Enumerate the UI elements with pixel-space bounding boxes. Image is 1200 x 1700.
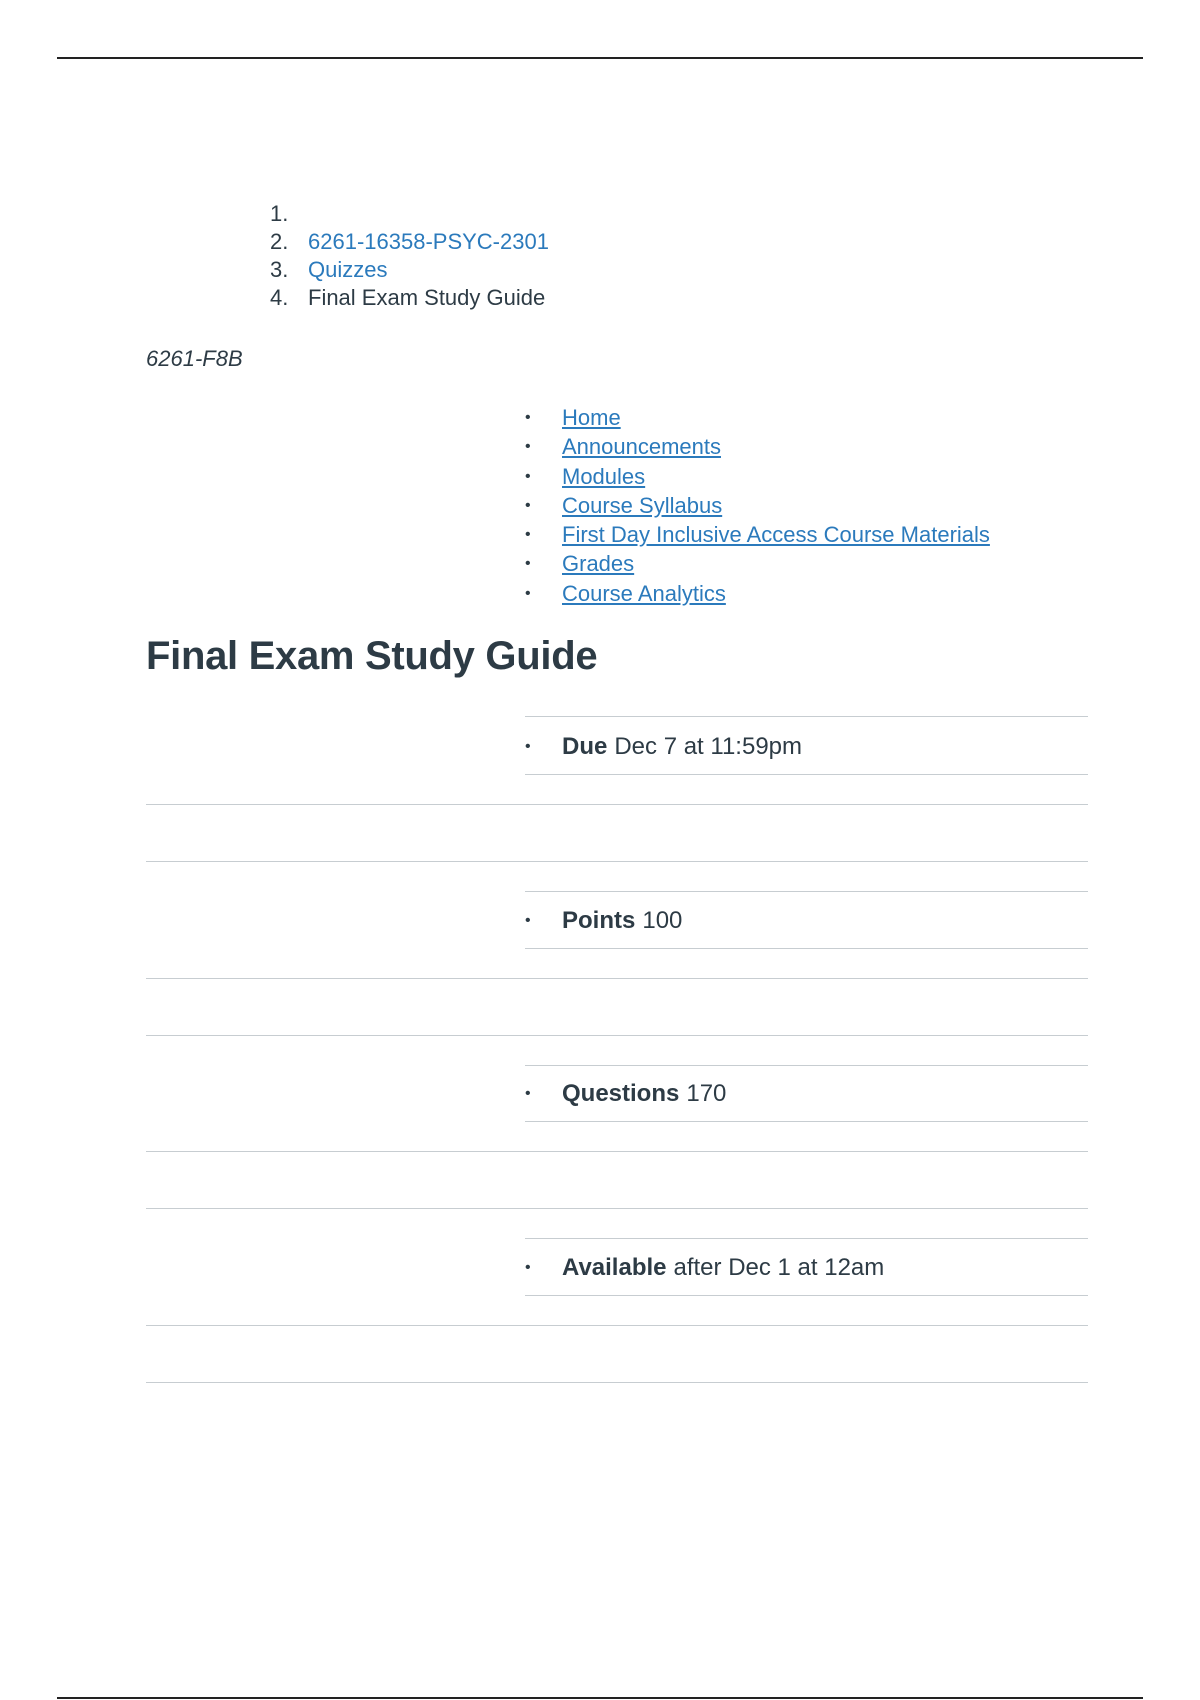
detail-value: after Dec 1 at 12am bbox=[673, 1254, 885, 1281]
nav-link-analytics[interactable]: Course Analytics bbox=[562, 580, 726, 606]
bullet-icon: • bbox=[525, 555, 531, 573]
breadcrumb-item bbox=[270, 284, 549, 312]
breadcrumb-course-link[interactable]: 6261-16358-PSYC-2301 bbox=[308, 229, 549, 254]
nav-link-home[interactable]: Home bbox=[562, 405, 621, 430]
breadcrumb-number: 2. bbox=[270, 229, 289, 254]
divider bbox=[525, 1238, 1088, 1239]
detail-value: 100 bbox=[642, 907, 683, 934]
breadcrumb-item bbox=[270, 256, 549, 284]
divider bbox=[146, 804, 1088, 805]
course-code: 6261-F8B bbox=[146, 346, 243, 371]
nav-item-home bbox=[525, 403, 990, 432]
nav-item-analytics bbox=[525, 579, 990, 608]
page-title: Final Exam Study Guide bbox=[146, 634, 598, 678]
detail-value: Dec 7 at 11:59pm bbox=[614, 733, 803, 760]
detail-value: 170 bbox=[686, 1080, 727, 1107]
breadcrumb-number: 4. bbox=[270, 285, 289, 310]
nav-link-syllabus[interactable]: Course Syllabus bbox=[562, 492, 723, 518]
detail-label: Points bbox=[562, 907, 636, 934]
nav-item-syllabus bbox=[525, 491, 990, 520]
detail-label: Due bbox=[562, 733, 608, 760]
divider bbox=[525, 1121, 1088, 1122]
breadcrumb-item bbox=[270, 228, 549, 256]
nav-item-course-materials bbox=[525, 520, 990, 549]
detail-label: Available bbox=[562, 1254, 667, 1281]
bullet-icon: • bbox=[525, 409, 531, 426]
bullet-icon: • bbox=[525, 912, 531, 929]
bullet-icon: • bbox=[525, 738, 531, 755]
divider bbox=[525, 948, 1088, 949]
divider bbox=[525, 774, 1088, 775]
divider bbox=[146, 978, 1088, 979]
divider bbox=[525, 1065, 1088, 1066]
nav-link-announcements[interactable]: Announcements bbox=[562, 434, 721, 460]
bullet-icon: • bbox=[525, 584, 531, 602]
bullet-icon: • bbox=[525, 467, 531, 485]
divider bbox=[146, 1151, 1088, 1152]
nav-link-modules[interactable]: Modules bbox=[562, 463, 646, 489]
nav-item-modules bbox=[525, 462, 990, 491]
divider bbox=[525, 716, 1088, 717]
course-navigation bbox=[525, 403, 990, 608]
nav-item-grades bbox=[525, 549, 990, 578]
divider bbox=[146, 1382, 1088, 1383]
breadcrumb-quizzes-link[interactable]: Quizzes bbox=[308, 257, 388, 282]
divider bbox=[146, 1325, 1088, 1326]
nav-link-grades[interactable]: Grades bbox=[562, 551, 635, 577]
breadcrumb-number: 1. bbox=[270, 201, 289, 226]
page-bottom-rule bbox=[57, 1697, 1143, 1699]
detail-points bbox=[525, 905, 682, 937]
bullet-icon: • bbox=[525, 438, 531, 456]
nav-item-announcements bbox=[525, 432, 990, 461]
detail-available bbox=[525, 1252, 884, 1284]
breadcrumb-number: 3. bbox=[270, 257, 289, 282]
divider bbox=[525, 891, 1088, 892]
bullet-icon: • bbox=[525, 1085, 531, 1102]
breadcrumb bbox=[270, 200, 549, 312]
bullet-icon: • bbox=[525, 1259, 531, 1276]
detail-questions bbox=[525, 1078, 726, 1110]
page-top-rule bbox=[57, 57, 1143, 59]
divider bbox=[146, 1208, 1088, 1209]
divider bbox=[146, 861, 1088, 862]
bullet-icon: • bbox=[525, 526, 531, 544]
divider bbox=[146, 1035, 1088, 1036]
breadcrumb-item bbox=[270, 200, 549, 228]
divider bbox=[525, 1295, 1088, 1296]
detail-due bbox=[525, 731, 802, 763]
nav-link-course-materials[interactable]: First Day Inclusive Access Course Materials bbox=[562, 522, 990, 548]
detail-label: Questions bbox=[562, 1080, 680, 1107]
breadcrumb-current: Final Exam Study Guide bbox=[308, 285, 546, 310]
bullet-icon: • bbox=[525, 496, 531, 514]
